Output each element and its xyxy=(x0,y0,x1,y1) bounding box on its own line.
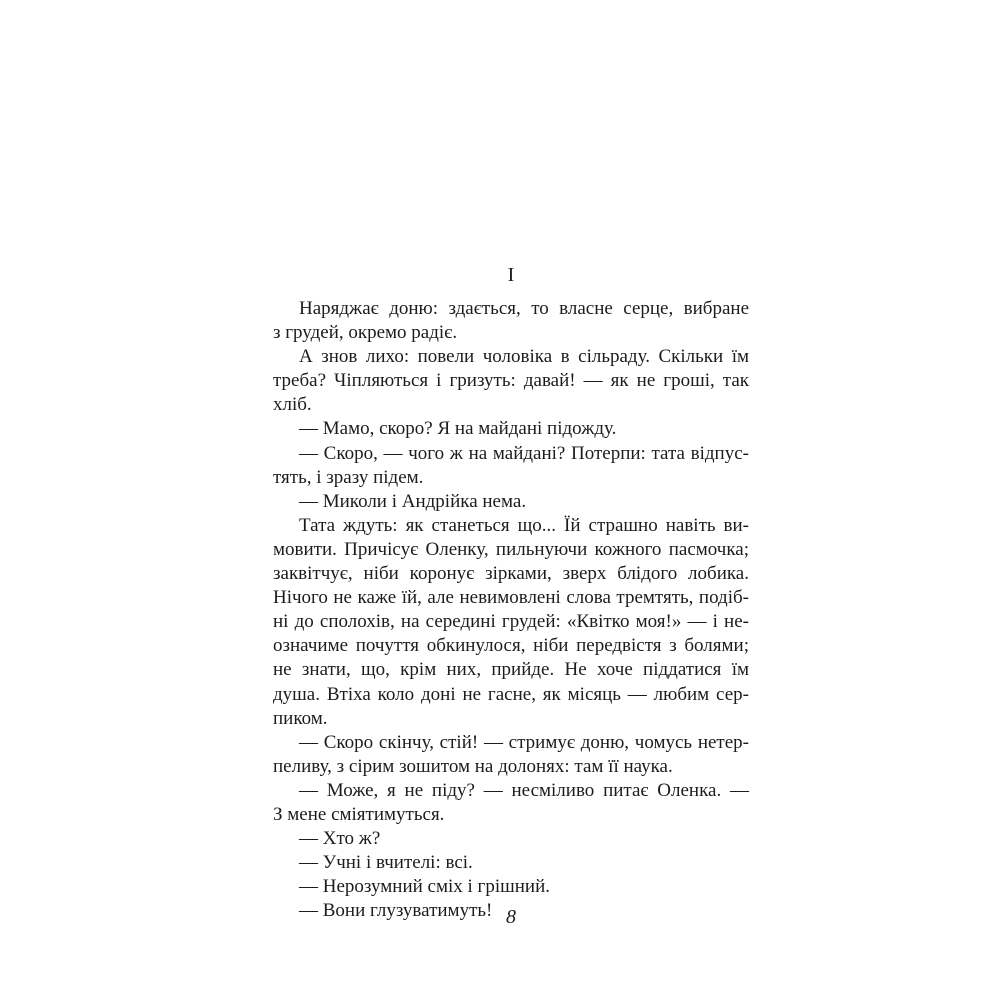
text-line: пеливу, з сірим зошитом на долонях: там її наука. xyxy=(273,755,673,777)
text-line: Наряджає доню: здається, то власне серце, вибране xyxy=(299,298,749,319)
text-line: мовити. Причісує Оленку, пильнуючи кожного пасмочка; xyxy=(273,538,749,560)
text-line: тять, і зразу підем. xyxy=(273,466,424,488)
text-line: — Хто ж? xyxy=(299,828,381,850)
text-line: душа. Втіха коло доні не гасне, як місяць — любим сер- xyxy=(273,683,749,705)
text-line: ні до сполохів, на середині грудей: «Квітко моя!» — і не- xyxy=(273,611,749,633)
page-number: 8 xyxy=(506,906,516,928)
text-line: Нічого не каже їй, але невимовлені слова тремтять, подіб- xyxy=(273,587,749,609)
text-line: заквітчує, ніби коронує зірками, зверх блідого лобика. xyxy=(273,563,749,585)
text-line: з грудей, окремо радіє. xyxy=(273,322,458,344)
text-line: треба? Чіпляються і гризуть: давай! — як не гроші, так xyxy=(273,370,749,392)
text-line: — Нерозумний сміх і грішний. xyxy=(299,876,551,898)
text-line: означиме почуття обкинулося, ніби передвістя з болями; xyxy=(273,635,749,657)
text-line: хліб. xyxy=(273,394,312,416)
text-line: — Вони глузуватимуть! xyxy=(299,900,493,922)
text-line: пиком. xyxy=(273,707,328,729)
text-line: — Мамо, скоро? Я на майдані підожду. xyxy=(299,418,617,440)
text-line: З мене сміятимуться. xyxy=(273,803,445,825)
chapter-number: І xyxy=(507,264,515,286)
text-line: — Учні і вчителі: всі. xyxy=(299,852,473,874)
text-line: не знати, що, крім них, прийде. Не хоче піддатися їм xyxy=(273,659,749,681)
text-line: А знов лихо: повели чоловіка в сільраду. Скільки їм xyxy=(299,346,749,368)
text-line: — Скоро, — чого ж на майдані? Потерпи: тата відпус- xyxy=(299,442,749,464)
body-text xyxy=(273,297,749,923)
text-line: — Може, я не піду? — несміливо питає Оленка. — xyxy=(299,779,749,801)
text-line: — Миколи і Андрійка нема. xyxy=(299,490,527,512)
text-line: — Скоро скінчу, стій! — стримує доню, чомусь нетер- xyxy=(299,731,749,753)
text-line: Тата ждуть: як станеться що... Їй страшно навіть ви- xyxy=(299,514,749,536)
